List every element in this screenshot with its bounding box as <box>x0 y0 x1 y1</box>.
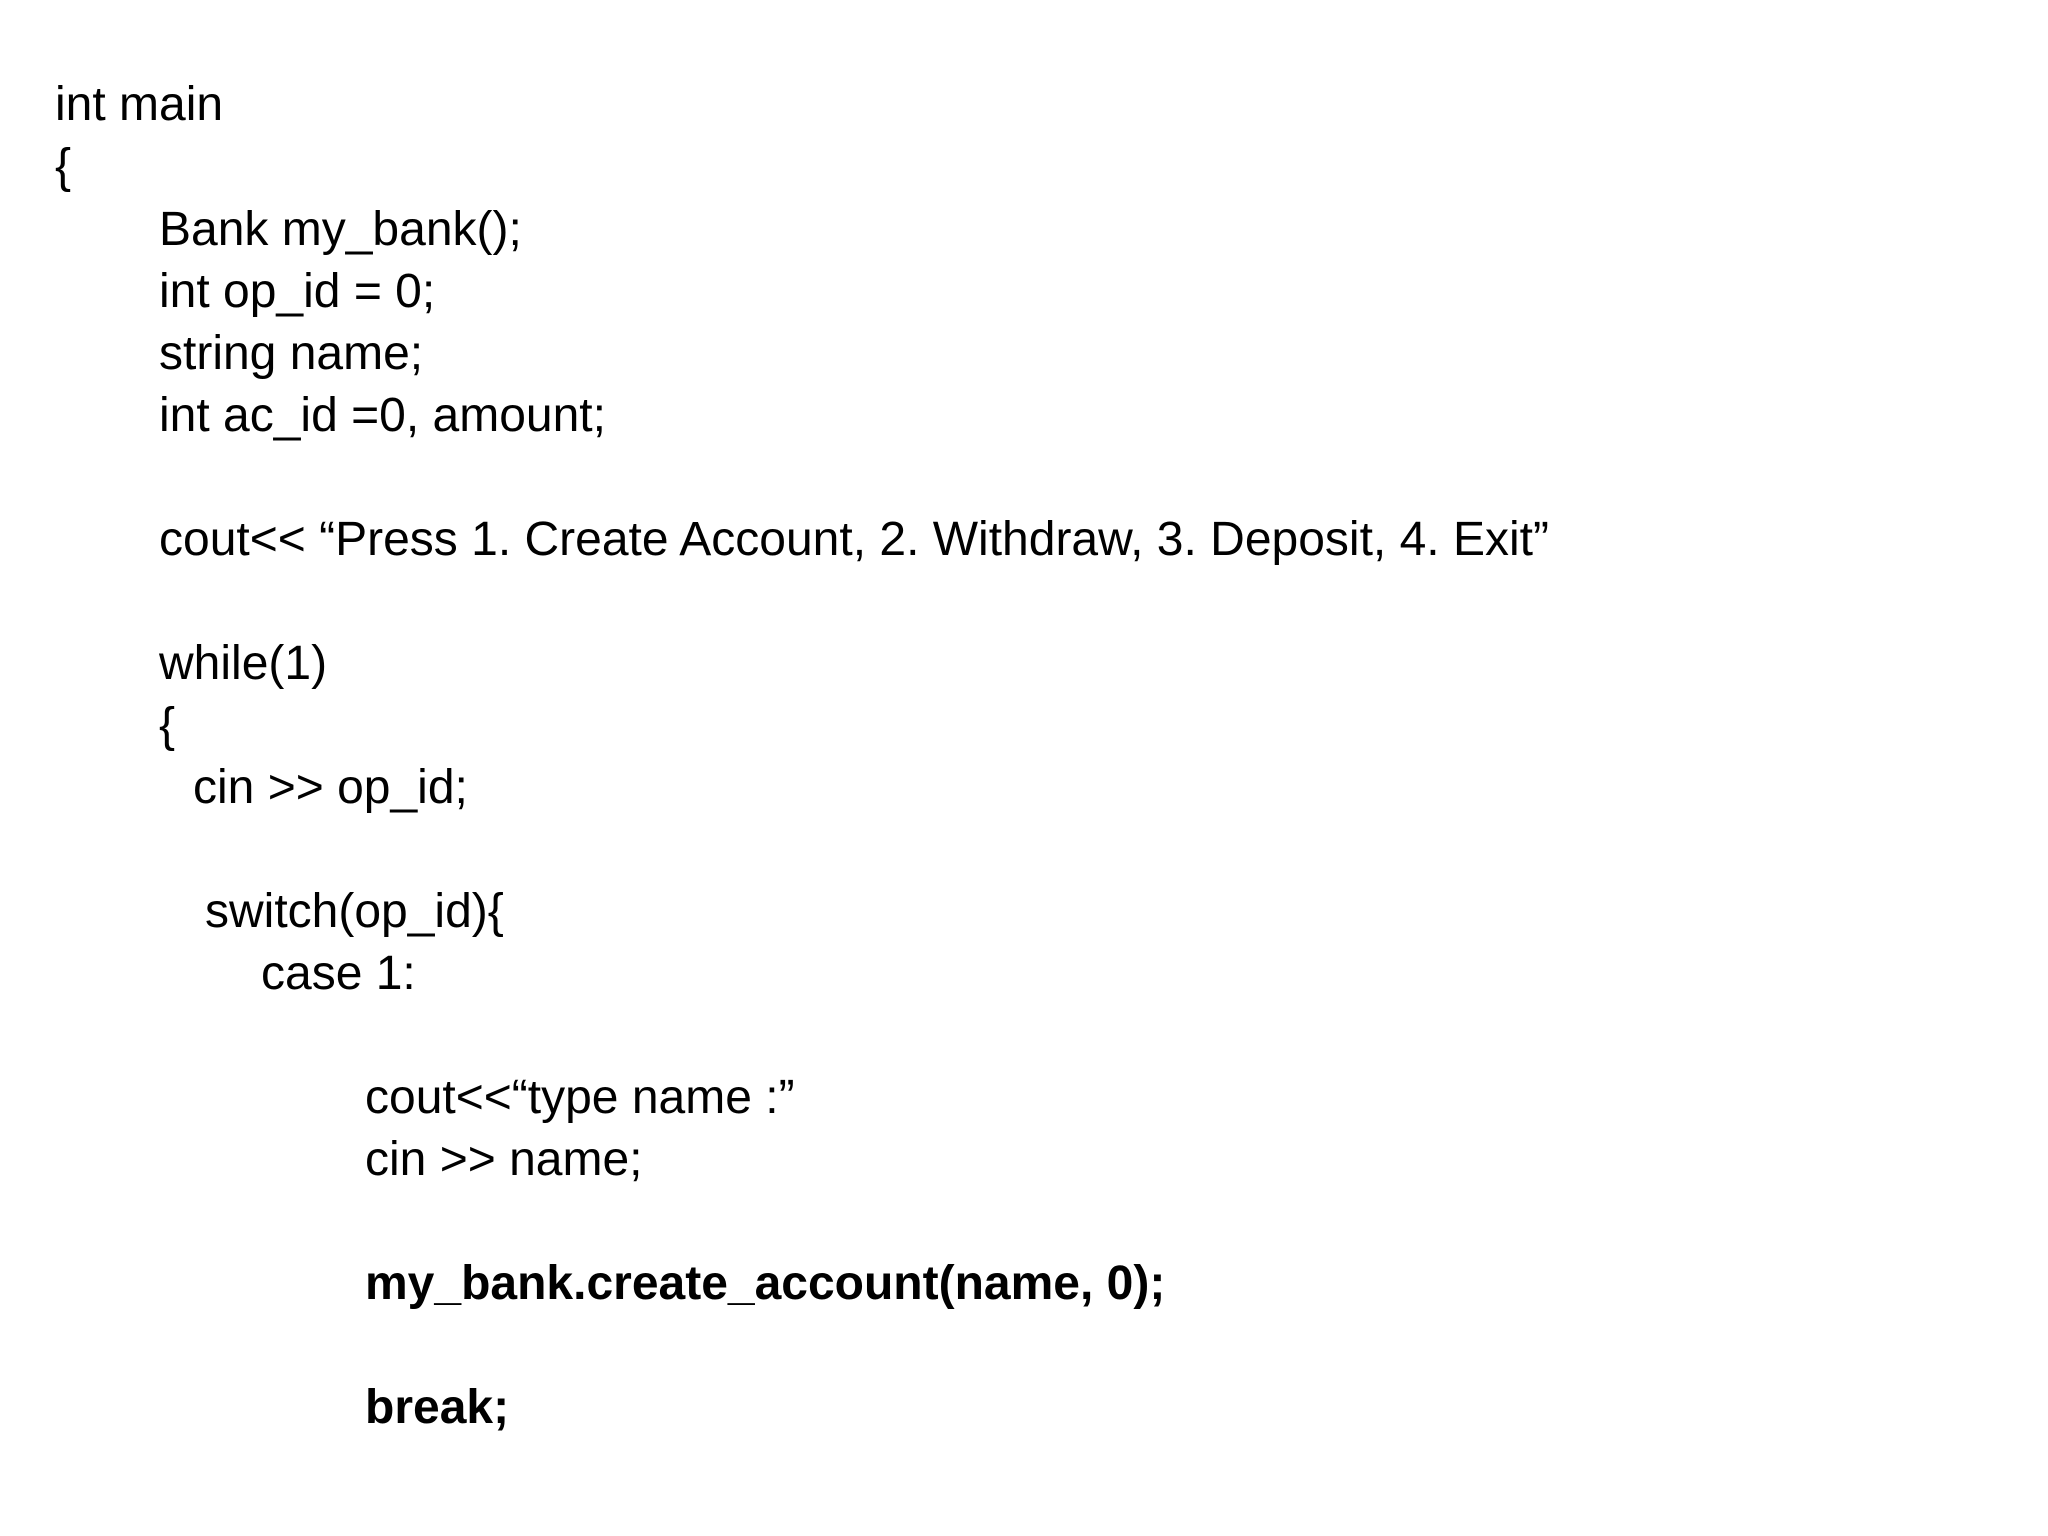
code-line-cin-name: cin >> name; <box>365 1133 643 1186</box>
code-line-int-main: int main <box>55 78 224 131</box>
code-line-menu-prompt: cout<< “Press 1. Create Account, 2. Withdraw, 3. Deposit, 4. Exit” <box>159 513 1549 566</box>
code-line-create-account: my_bank.create_account(name, 0); <box>365 1257 1166 1310</box>
code-line-open-brace-while: { <box>159 699 176 752</box>
code-line-break: break; <box>365 1381 510 1434</box>
code-line-bank-decl: Bank my_bank(); <box>159 203 522 256</box>
code-line-type-name-prompt: cout<<“type name :” <box>365 1071 795 1124</box>
code-line-name-decl: string name; <box>159 327 424 380</box>
code-line-ac-id-decl: int ac_id =0, amount; <box>159 389 606 442</box>
code-line-open-brace-main: { <box>55 140 72 193</box>
code-line-cin-op-id: cin >> op_id; <box>193 761 468 814</box>
code-line-while: while(1) <box>159 637 328 690</box>
code-line-switch: switch(op_id){ <box>205 885 504 938</box>
code-line-case-1: case 1: <box>261 947 416 1000</box>
code-line-op-id-decl: int op_id = 0; <box>159 265 436 318</box>
